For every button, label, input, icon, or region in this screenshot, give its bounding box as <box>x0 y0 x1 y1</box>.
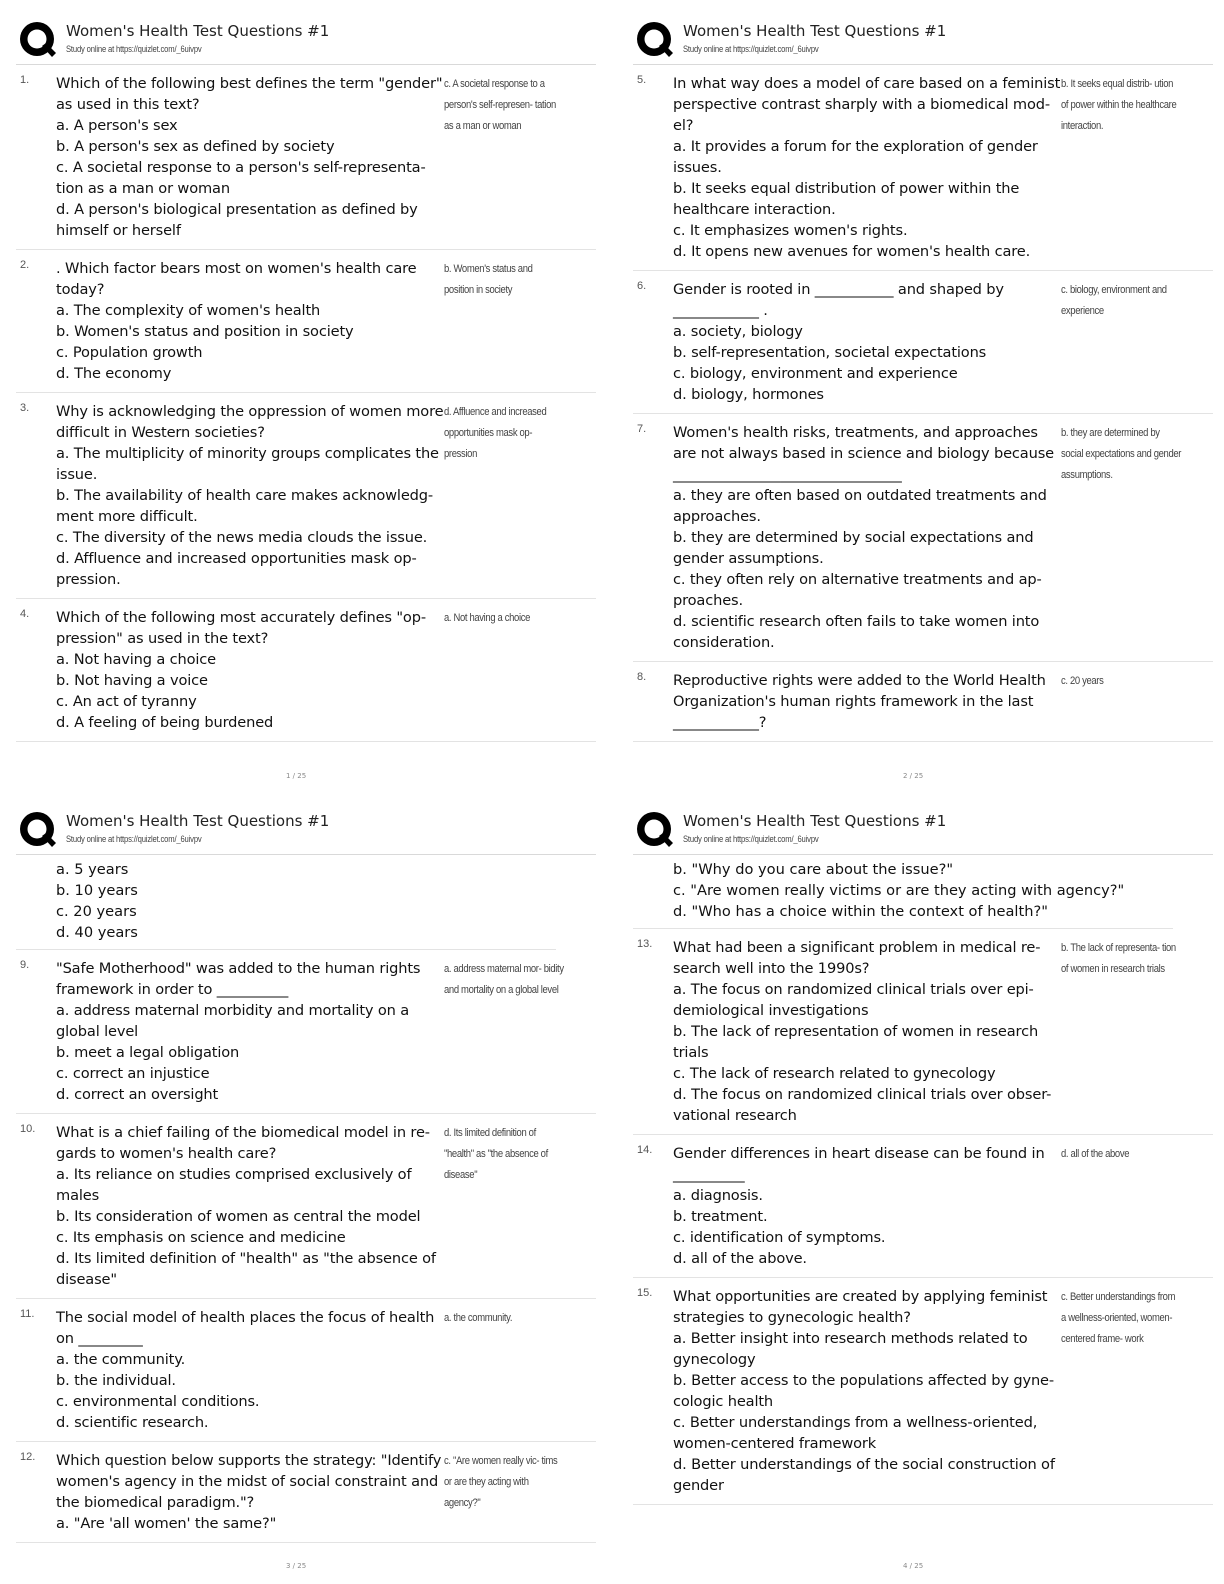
answer-option: c. biology, environment and experience <box>673 365 958 382</box>
correct-answer: c. A societal response to a person's self-represen- tation as a man or woman <box>444 78 556 132</box>
quizlet-logo-icon <box>635 810 675 850</box>
answer-option: a. The multiplicity of minority groups complicates the issue. <box>56 445 439 483</box>
answer-option: c. Population growth <box>56 344 203 361</box>
answer-option: d. It opens new avenues for women's health care. <box>673 243 1031 260</box>
answer-option: a. they are often based on outdated treatments and approaches. <box>673 487 1047 525</box>
answer-option: b. Its consideration of women as central the model <box>56 1208 421 1225</box>
header-title: Women's Health Test Questions #1 <box>66 22 330 40</box>
correct-answer: b. they are determined by social expectations and gender assumptions. <box>1061 427 1182 481</box>
question-text: Women's health risks, treatments, and approaches are not always based in science and biology because ________________________________ <box>673 424 1054 483</box>
answer-option: b. self-representation, societal expectations <box>673 344 987 361</box>
question-body <box>56 258 444 384</box>
question-text: Why is acknowledging the oppression of women more difficult in Western societies? <box>56 403 444 441</box>
answer-option: d. Its limited definition of "health" as "the absence of disease" <box>56 1250 436 1288</box>
correct-answer: d. Affluence and increased opportunities mask op- pression <box>444 406 547 460</box>
question-card <box>633 271 1213 414</box>
page-number: 2 / 25 <box>903 772 924 780</box>
answer-option: d. scientific research. <box>56 1414 209 1431</box>
question-body <box>56 401 444 590</box>
answer-option: b. treatment. <box>673 1208 768 1225</box>
page-body <box>16 855 596 1543</box>
answer-option: b. The availability of health care makes acknowledg- ment more difficult. <box>56 487 433 525</box>
answer-option: d. biology, hormones <box>673 386 824 403</box>
question-card <box>633 1278 1213 1505</box>
answer-option: d. Better understandings of the social construction of gender <box>673 1456 1055 1494</box>
answer-option: b. Better access to the populations affected by gyne- cologic health <box>673 1372 1054 1410</box>
answer-option: c. A societal response to a person's self-representa- tion as a man or woman <box>56 159 426 197</box>
quizlet-logo-icon <box>18 20 58 60</box>
question-text: The social model of health places the focus of health on _________ <box>56 1309 435 1347</box>
answer-option: b. Not having a voice <box>56 672 208 689</box>
quizlet-logo-icon <box>18 810 58 850</box>
question-text: Gender differences in heart disease can be found in __________ <box>673 1145 1045 1183</box>
quizlet-logo-icon <box>635 20 675 60</box>
correct-answer: b. Women's status and position in society <box>444 263 533 296</box>
answer-option: b. "Why do you care about the issue?" <box>673 861 954 878</box>
question-card <box>16 1442 596 1543</box>
question-number: 4. <box>20 608 30 620</box>
header-title: Women's Health Test Questions #1 <box>683 812 947 830</box>
page-number: 1 / 25 <box>286 772 307 780</box>
page-2 <box>633 18 1213 788</box>
correct-answer: d. all of the above <box>1061 1148 1130 1160</box>
answer-option: d. A person's biological presentation as defined by himself or herself <box>56 201 418 239</box>
answer-option: c. Its emphasis on science and medicine <box>56 1229 346 1246</box>
question-text: What is a chief failing of the biomedical model in re- gards to women's health care? <box>56 1124 430 1162</box>
answer-option: d. The focus on randomized clinical trials over obser- vational research <box>673 1086 1052 1124</box>
answer-option: b. the individual. <box>56 1372 176 1389</box>
answer-option: a. A person's sex <box>56 117 178 134</box>
answer-option: a. The complexity of women's health <box>56 302 321 319</box>
answer-option: a. society, biology <box>673 323 803 340</box>
page-number: 4 / 25 <box>903 1562 924 1570</box>
header-subtitle: Study online at https://quizlet.com/_6uivpv <box>683 834 819 844</box>
correct-answer: a. Not having a choice <box>444 612 531 624</box>
question-card <box>633 662 1213 742</box>
answer-option: d. The economy <box>56 365 172 382</box>
answer-option: c. they often rely on alternative treatments and ap- proaches. <box>673 571 1042 609</box>
continued-options <box>633 855 1173 929</box>
answer-option: a. 5 years <box>56 861 129 878</box>
answer-option: c. "Are women really victims or are they acting with agency?" <box>673 882 1125 899</box>
question-card <box>633 414 1213 662</box>
page-number: 3 / 25 <box>286 1562 307 1570</box>
answer-option: d. Affluence and increased opportunities mask op- pression. <box>56 550 417 588</box>
answer-option: a. It provides a forum for the exploration of gender issues. <box>673 138 1038 176</box>
answer-option: b. Women's status and position in society <box>56 323 354 340</box>
continued-options <box>16 855 556 950</box>
page-header <box>16 18 596 65</box>
answer-option: c. 20 years <box>56 903 137 920</box>
question-text: In what way does a model of care based on a feminist perspective contrast sharply with a biomedical mod- el? <box>673 75 1061 134</box>
page-header <box>633 18 1213 65</box>
page-body <box>633 855 1213 1505</box>
question-card <box>16 1299 596 1442</box>
answer-option: a. Not having a choice <box>56 651 217 668</box>
question-number: 11. <box>20 1308 35 1320</box>
page-body <box>633 65 1213 742</box>
page-1 <box>16 18 596 788</box>
question-text: What opportunities are created by applying feminist strategies to gynecologic health? <box>673 1288 1048 1326</box>
answer-option: b. The lack of representation of women in research trials <box>673 1023 1039 1061</box>
answer-option: b. they are determined by social expectations and gender assumptions. <box>673 529 1034 567</box>
answer-option: c. It emphasizes women's rights. <box>673 222 908 239</box>
answer-option: a. Its reliance on studies comprised exclusively of males <box>56 1166 412 1204</box>
answer-option: b. meet a legal obligation <box>56 1044 240 1061</box>
question-card <box>633 929 1213 1135</box>
question-number: 2. <box>20 259 30 271</box>
correct-answer: c. Better understandings from a wellness-oriented, women-centered frame- work <box>1061 1291 1176 1345</box>
question-body <box>56 1450 444 1534</box>
question-number: 6. <box>637 280 647 292</box>
question-text: Which question below supports the strategy: "Identify women's agency in the midst of social constraint and the biomedical paradigm."? <box>56 1452 442 1511</box>
correct-answer: b. The lack of representa- tion of women in research trials <box>1061 942 1176 975</box>
question-body <box>673 73 1061 262</box>
page-3 <box>16 808 596 1578</box>
header-subtitle: Study online at https://quizlet.com/_6uivpv <box>66 834 202 844</box>
question-card <box>16 950 596 1114</box>
question-body <box>56 1122 444 1290</box>
correct-answer: c. "Are women really vic- tims or are they acting with agency?" <box>444 1455 558 1509</box>
question-number: 5. <box>637 74 647 86</box>
header-title: Women's Health Test Questions #1 <box>683 22 947 40</box>
question-card <box>16 1114 596 1299</box>
answer-option: d. correct an oversight <box>56 1086 219 1103</box>
question-number: 10. <box>20 1123 36 1135</box>
question-card <box>633 65 1213 271</box>
question-card <box>16 393 596 599</box>
question-body <box>56 958 444 1105</box>
question-card <box>16 599 596 742</box>
answer-option: a. Better insight into research methods related to gynecology <box>673 1330 1028 1368</box>
page-body <box>16 65 596 742</box>
answer-option: d. A feeling of being burdened <box>56 714 274 731</box>
answer-option: c. environmental conditions. <box>56 1393 260 1410</box>
answer-option: d. 40 years <box>56 924 138 941</box>
answer-option: a. diagnosis. <box>673 1187 763 1204</box>
header-title: Women's Health Test Questions #1 <box>66 812 330 830</box>
question-card <box>16 65 596 250</box>
answer-option: d. "Who has a choice within the context of health?" <box>673 903 1048 920</box>
header-subtitle: Study online at https://quizlet.com/_6uivpv <box>683 44 819 54</box>
answer-option: a. the community. <box>56 1351 186 1368</box>
question-text: . Which factor bears most on women's health care today? <box>56 260 417 298</box>
correct-answer: b. It seeks equal distrib- ution of power within the healthcare interaction. <box>1061 78 1177 132</box>
question-number: 14. <box>637 1144 653 1156</box>
question-number: 1. <box>20 74 30 86</box>
question-number: 13. <box>637 938 653 950</box>
answer-option: a. The focus on randomized clinical trials over epi- demiological investigations <box>673 981 1034 1019</box>
correct-answer: d. Its limited definition of "health" as "the absence of disease" <box>444 1127 548 1181</box>
question-number: 8. <box>637 671 647 683</box>
answer-option: a. address maternal morbidity and mortality on a global level <box>56 1002 410 1040</box>
question-text: "Safe Motherhood" was added to the human rights framework in order to __________ <box>56 960 421 998</box>
answer-option: b. A person's sex as defined by society <box>56 138 335 155</box>
page-header <box>16 808 596 855</box>
answer-option: c. Better understandings from a wellness-oriented, women-centered framework <box>673 1414 1038 1452</box>
question-number: 7. <box>637 423 647 435</box>
answer-option: d. all of the above. <box>673 1250 807 1267</box>
answer-option: c. The diversity of the news media clouds the issue. <box>56 529 428 546</box>
correct-answer: a. address maternal mor- bidity and mortality on a global level <box>444 963 564 996</box>
answer-option: c. The lack of research related to gynecology <box>673 1065 996 1082</box>
correct-answer: c. biology, environment and experience <box>1061 284 1167 317</box>
correct-answer: a. the community. <box>444 1312 513 1324</box>
answer-option: b. 10 years <box>56 882 138 899</box>
question-number: 15. <box>637 1287 653 1299</box>
question-text: What had been a significant problem in medical re- search well into the 1990s? <box>673 939 1041 977</box>
page-4 <box>633 808 1213 1578</box>
answer-option: d. scientific research often fails to take women into consideration. <box>673 613 1040 651</box>
question-body <box>673 279 1061 405</box>
page-header <box>633 808 1213 855</box>
question-text: Reproductive rights were added to the World Health Organization's human rights framework in the last ____________? <box>673 672 1046 731</box>
question-body <box>673 670 1061 733</box>
question-number: 9. <box>20 959 30 971</box>
question-text: Gender is rooted in ___________ and shaped by ____________ . <box>673 281 1004 319</box>
question-body <box>673 422 1061 653</box>
question-body <box>673 1286 1061 1496</box>
question-card <box>633 1135 1213 1278</box>
header-subtitle: Study online at https://quizlet.com/_6uivpv <box>66 44 202 54</box>
question-body <box>673 1143 1061 1269</box>
question-body <box>56 73 444 241</box>
question-number: 12. <box>20 1451 36 1463</box>
question-body <box>56 607 444 733</box>
answer-option: a. "Are 'all women' the same?" <box>56 1515 277 1532</box>
question-number: 3. <box>20 402 30 414</box>
question-card <box>16 250 596 393</box>
question-text: Which of the following best defines the term "gender" as used in this text? <box>56 75 443 113</box>
answer-option: b. It seeks equal distribution of power within the healthcare interaction. <box>673 180 1020 218</box>
answer-option: c. identification of symptoms. <box>673 1229 886 1246</box>
correct-answer: c. 20 years <box>1061 675 1104 687</box>
question-body <box>673 937 1061 1126</box>
answer-option: c. An act of tyranny <box>56 693 197 710</box>
question-body <box>56 1307 444 1433</box>
answer-option: c. correct an injustice <box>56 1065 210 1082</box>
question-text: Which of the following most accurately defines "op- pression" as used in the text? <box>56 609 426 647</box>
